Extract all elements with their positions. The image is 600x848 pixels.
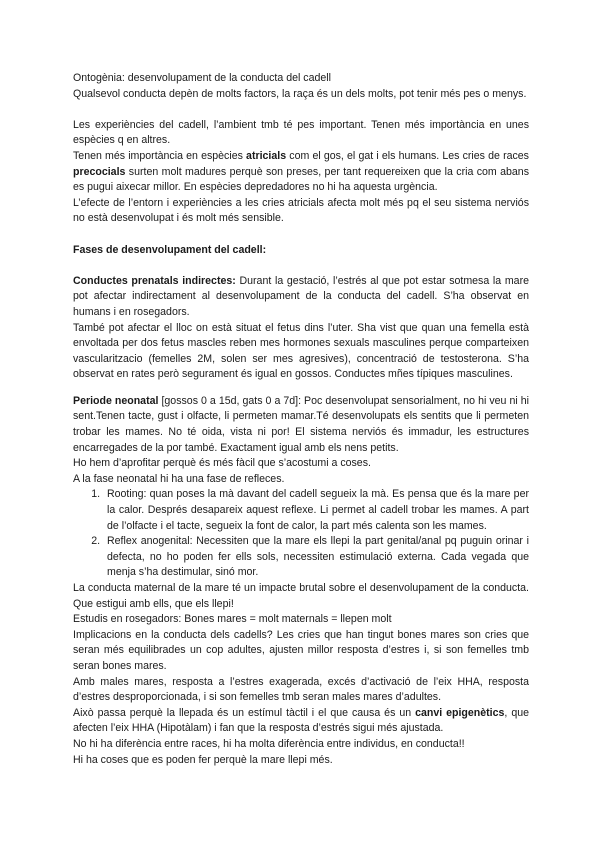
neonatal-paragraph: Periode neonatal [gossos 0 a 15d, gats 0 a 7d]: Poc desenvolupat sensorialment, no hi veu ni hi sent.Tenen tacte, gust i olfacte, li permeten mamar.Té desenvolupats els sentits que li permeten trobar les mames. No té oida, vista ni por! El sistema nerviós és immadur, les estructures encarregades de la por també. Exactament igual amb els nens petits. bbox=[73, 394, 529, 454]
experiences-paragraph-3: L’efecte de l’entorn i experiències a les cries atricials afecta molt més pq el seu sistema nerviós no està desenvolupat i és molt més sensible. bbox=[73, 196, 529, 225]
maternal-paragraph-1: La conducta maternal de la mare té un impacte brutal sobre el desenvolupament de la conducta. Que estigui amb ells, que els llepi! bbox=[73, 582, 529, 610]
neonatal-label: Periode neonatal bbox=[73, 394, 159, 407]
maternal-paragraph-7: Hi ha coses que es poden fer perquè la mare llepi més. bbox=[73, 753, 333, 766]
experiences-paragraph-1: Les experiències del cadell, l’ambient tmb té pes important. Tenen més importància en unes espècies q en altres. bbox=[73, 118, 529, 147]
neonatal-paragraph-3: A la fase neonatal hi ha una fase de refleces. bbox=[73, 472, 285, 485]
experiences-paragraph-2: Tenen més importància en espècies atricials com el gos, el gat i els humans. Les cries de races precocials surten molt madures perquè son preses, per tant requereixen que la cria com abans es pugui aixecar millor. En espècies depredadores no hi ha aquesta urgència. bbox=[73, 149, 529, 194]
list-item: 1. Rooting: quan poses la mà davant del cadell segueix la mà. Es pensa que és la mare per la calor. Després desapareix aquest reflexe. Li permet al cadell trobar les mames. A part de l’olfacte i el tacte, segueix la font de calor, la part més calenta son les mames. bbox=[103, 487, 529, 534]
prenatal-paragraph: Conductes prenatals indirectes: Durant la gestació, l’estrés al que pot estar sotmesa la mare pot afectar indirectament al desenvolupament de la conducta del cadell. S’ha observat en humans i en rosegadors. bbox=[73, 274, 529, 318]
list-item: 2. Reflex anogenital: Necessiten que la mare els llepi la part genital/anal pq puguin orinar i defecta, no ho poden fer ells sols, necessiten estimulació externa. Cada vegada que menja s’ha destimular, sinó mor. bbox=[103, 534, 529, 581]
term-epigenetic: canvi epigenètics bbox=[415, 706, 505, 719]
phases-heading: Fases de desenvolupament del cadell: bbox=[73, 243, 267, 256]
neonatal-paragraph-2: Ho hem d’aprofitar perquè és més fàcil que s’acostumi a coses. bbox=[73, 457, 371, 470]
document-title: Ontogènia: desenvolupament de la conducta del cadell bbox=[73, 72, 331, 84]
maternal-paragraph-4: Amb males mares, resposta a l’estres exagerada, excés d’activació de l’eix HHA, resposta d’estres desproporcionada, i si son femelles tmb seran males mares d’adultes. bbox=[73, 675, 529, 704]
intro-paragraph: Qualsevol conducta depèn de molts factors, la raça és un dels molts, pot tenir més pes o menys. bbox=[73, 87, 527, 100]
term-atricials: atricials bbox=[246, 149, 287, 162]
maternal-paragraph-2: Estudis en rosegadors: Bones mares = molt maternals = llepen molt bbox=[73, 613, 392, 626]
maternal-paragraph-3: Implicacions en la conducta dels cadells? Les cries que han tingut bones mares son cries que seran més equilibrades un cop adultes, ajusten millor resposta d’estres i, si son femelles tmb seran bones mares. bbox=[73, 628, 529, 672]
maternal-paragraph-5: Això passa perquè la llepada és un estímul tàctil i el que causa és un canvi epigenètics, que afecten l’eix HHA (Hipotàlam) i fan que la resposta d’estrés sigui més ajustada. bbox=[73, 706, 529, 735]
prenatal-label: Conductes prenatals indirectes: bbox=[73, 274, 236, 287]
document-page bbox=[73, 71, 529, 768]
prenatal-paragraph-2: També pot afectar el lloc on està situat el fetus dins l’uter. Sha vist que quan una femella està envoltada per dos fetus mascles reben mes hormones sexuals masculines perque comparteixen vascularitzacio (femelles 2M, solen ser mes agresives), concentració de testosterona. S’ha observat en rates però segurament és igual en gossos. Conductes mñes típiques masculines. bbox=[73, 321, 529, 381]
maternal-paragraph-6: No hi ha diferència entre races, hi ha molta diferència entre individus, en conducta!! bbox=[73, 737, 465, 750]
term-precocials: precocials bbox=[73, 165, 126, 178]
reflex-list bbox=[73, 487, 529, 581]
